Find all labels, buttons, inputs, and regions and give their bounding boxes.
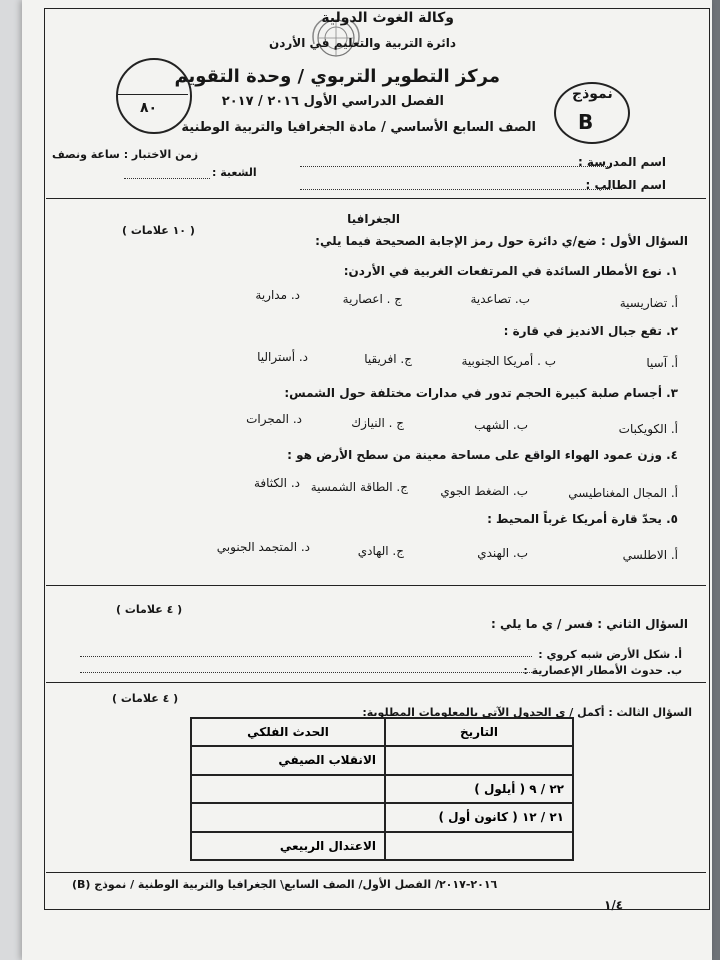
q2-item-b: ب. حدوث الأمطار الإعصارية : [523,664,682,677]
model-label: نموذج [572,86,613,102]
q1-3-option-d[interactable]: د. المجرات [246,412,302,426]
student-label: اسم الطالب : [585,178,666,192]
table-cell-date[interactable]: ٢٢ / ٩ ( أيلول ) [385,775,573,804]
footer-divider [46,872,706,873]
semester: الفصل الدراسي الأول ٢٠١٦ / ٢٠١٧ [221,94,444,109]
q1-item-4: ٤. وزن عمود الهواء الواقع على مساحة معينة من سطح الأرض هو : [287,448,678,462]
q2-title: السؤال الثاني : فسر / ي ما يلي : [491,617,688,631]
q1-2-option-b[interactable]: ب . أمريكا الجنوبية [461,354,556,368]
table-cell-event[interactable]: الانقلاب الصيفي [191,746,385,775]
score-divider [118,94,188,95]
q1-5-option-d[interactable]: د. المتجمد الجنوبي [216,540,310,554]
q1-5-option-b[interactable]: ب. الهندي [477,546,528,560]
q2-item-a: أ. شكل الأرض شبه كروي : [538,648,682,661]
q1-marks: ( ١٠ علامات ) [122,224,195,237]
q1-2-option-d[interactable]: د. أستراليا [257,350,308,364]
q1-item-3: ٣. أجسام صلبة كبيرة الحجم تدور في مدارات مختلفة حول الشمس: [284,386,678,400]
section-label: الشعبة : [212,166,257,179]
q1-4-option-b[interactable]: ب. الضغط الجوي [440,484,528,498]
q1-3-option-b[interactable]: ب. الشهب [474,418,528,432]
department-name: دائرة التربية والتعليم في الأردن [268,36,456,50]
table-cell-date[interactable] [385,746,573,775]
q1-4-option-a[interactable]: أ. المجال المغناطيسي [568,486,678,500]
q1-2-option-a[interactable]: أ. آسيا [646,356,678,370]
q1-4-option-d[interactable]: د. الكثافة [253,476,300,490]
q1-1-option-c[interactable]: ج . اعصارية [342,292,402,306]
q1-3-option-a[interactable]: أ. الكويكبات [618,422,678,436]
model-letter: B [578,110,594,134]
q1-1-option-b[interactable]: ب. تصاعدية [470,292,530,306]
q1-item-2: ٢. تقع جبال الانديز في قارة : [503,324,678,338]
q1-5-option-c[interactable]: ج. الهادي [357,544,404,558]
q1-2-option-c[interactable]: ج. افريقيا [364,352,412,366]
q1-divider [46,585,706,586]
q2-answer-b-line[interactable] [80,672,532,673]
q1-3-option-c[interactable]: ج . النيازك [351,416,404,430]
q3-title: السؤال الثالث : أكمل / ي الجدول الآتي بالمعلومات المطلوبة: [362,706,692,719]
q1-4-option-c[interactable]: ج. الطاقة الشمسية [310,480,408,494]
table-cell-event[interactable]: الاعتدال الربيعي [191,832,385,861]
total-score: ٨٠ [140,100,158,116]
q2-answer-a-line[interactable] [80,656,532,657]
school-label: اسم المدرسة : [577,155,666,169]
q1-5-option-a[interactable]: أ. الاطلسي [622,548,678,562]
section-field[interactable] [124,178,210,179]
q3-marks: ( ٤ علامات ) [112,692,179,705]
astronomy-table [190,717,574,861]
score-circle [116,58,192,134]
agency-name: وكالة الغوث الدولية [321,10,454,26]
q2-divider [46,682,706,683]
header-divider [46,198,706,199]
table-cell-event[interactable] [191,775,385,804]
exam-duration: زمن الاختبار : ساعة ونصف [52,148,199,161]
footer-text: ٢٠١٦-٢٠١٧/ الفصل الأول/ الصف السابع\ الجغرافيا والتربية الوطنية / نموذج (B) [72,878,498,891]
table-cell-date[interactable] [385,832,573,861]
q1-item-5: ٥. يحدّ قارة أمريكا غرباً المحيط : [487,512,678,526]
date-column-header: التاريخ [385,718,573,746]
table-cell-date[interactable]: ٢١ / ١٢ ( كانون أول ) [385,803,573,832]
school-field[interactable] [300,166,612,167]
event-column-header: الحدث الفلكي [191,718,385,746]
subject-line: الصف السابع الأساسي / مادة الجغرافيا والتربية الوطنية [181,120,536,135]
q1-item-1: ١. نوع الأمطار السائدة في المرتفعات الغربية في الأردن: [343,264,678,278]
q1-1-option-a[interactable]: أ. تضاريسية [619,296,678,310]
q2-marks: ( ٤ علامات ) [116,603,183,616]
page-number: ١/٤ [604,898,624,912]
q1-title: السؤال الأول : ضع/ي دائرة حول رمز الإجابة الصحيحة فيما يلي: [315,234,688,248]
table-cell-event[interactable] [191,803,385,832]
student-field[interactable] [300,189,612,190]
geography-title: الجغرافيا [347,212,400,226]
center-name: مركز التطوير التربوي / وحدة التقويم [174,66,500,87]
q1-1-option-d[interactable]: د. مدارية [255,288,300,302]
